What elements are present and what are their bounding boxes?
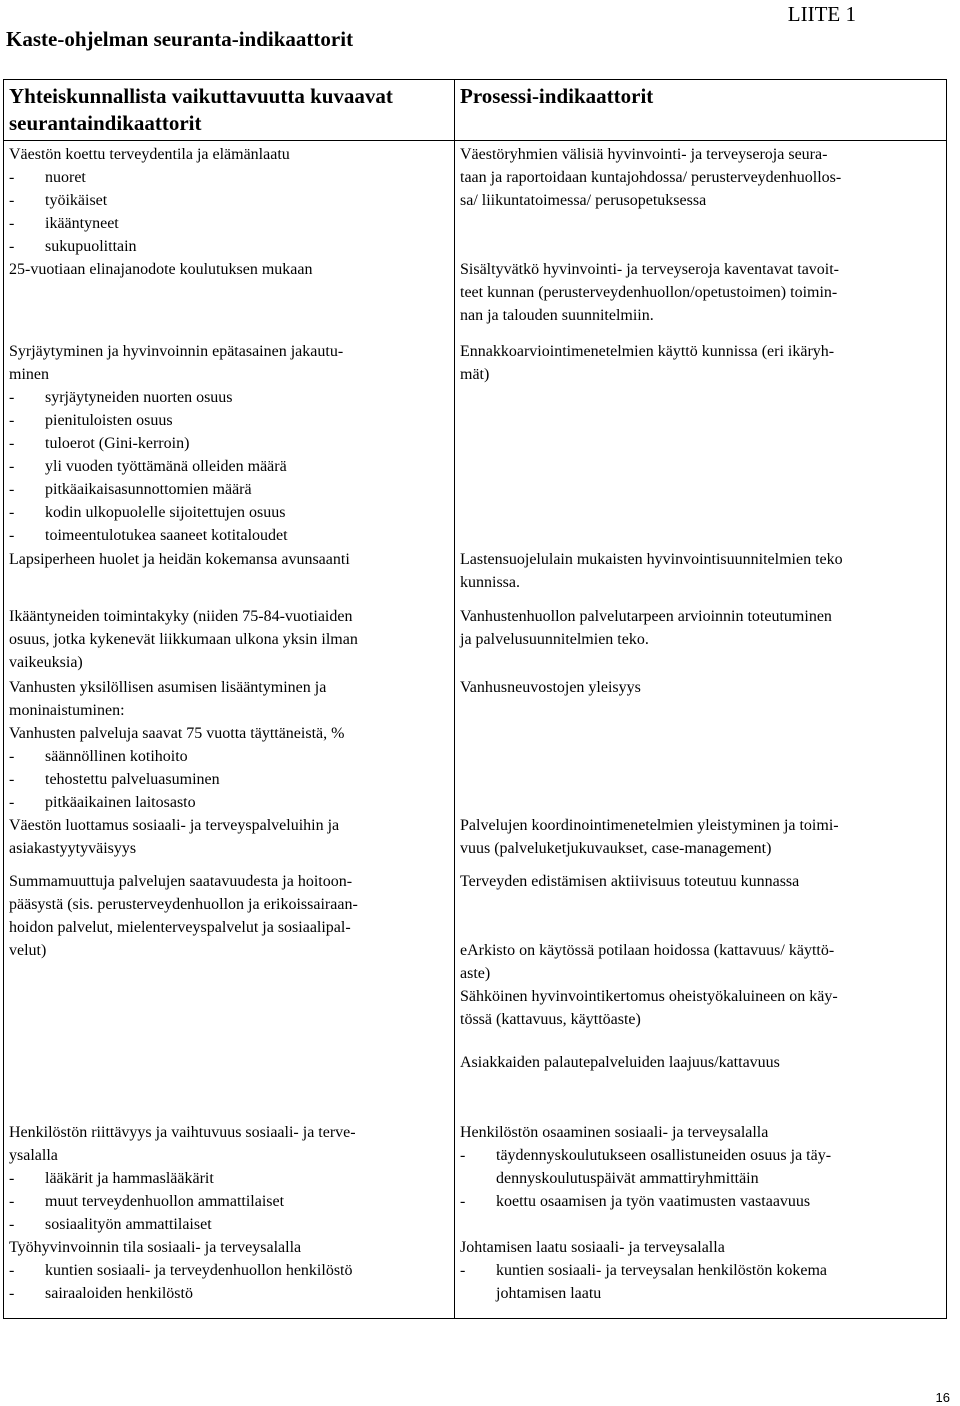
left-column-header <box>4 80 455 141</box>
table-row <box>4 1113 947 1318</box>
right-column-header <box>455 80 947 141</box>
cell-line: 25-vuotiaan elinajanodote koulutuksen mukaan <box>9 261 313 278</box>
table-row <box>4 870 947 1113</box>
right-cell <box>455 1113 947 1318</box>
attachment-label: LIITE 1 <box>787 2 856 26</box>
cell-line: minen <box>9 366 49 383</box>
cell-line: sa/ liikuntatoimessa/ perusopetuksessa <box>460 192 707 209</box>
cell-line: Vanhusten yksilöllisen asumisen lisääntyminen ja <box>9 679 327 696</box>
table-row <box>4 548 947 605</box>
list-item: - koettu osaamisen ja työn vaatimusten vastaavuus <box>460 1193 811 1210</box>
cell-line: aste) <box>460 965 491 982</box>
indicator-table <box>3 79 947 1319</box>
cell-line: Sisältyvätkö hyvinvointi- ja terveyseroja kaventavat tavoit- <box>460 261 840 278</box>
table-header-row <box>4 80 947 141</box>
left-cell <box>4 258 455 340</box>
list-item: - muut terveydenhuollon ammattilaiset <box>9 1193 285 1210</box>
right-cell <box>455 605 947 676</box>
list-item: - yli vuoden työttämänä olleiden määrä <box>9 458 287 475</box>
list-item: - sukupuolittain <box>9 238 137 255</box>
table-row <box>4 676 947 814</box>
right-cell <box>455 548 947 605</box>
table-row <box>4 258 947 340</box>
right-cell <box>455 870 947 1113</box>
cell-line: osuus, jotka kykenevät liikkumaan ulkona yksin ilman <box>9 631 358 648</box>
cell-line: Henkilöstön riittävyys ja vaihtuvuus sosiaali- ja terve- <box>9 1124 356 1141</box>
cell-line: vuus (palveluketjukuvaukset, case-management) <box>460 840 772 857</box>
list-item: - sosiaalityön ammattilaiset <box>9 1216 212 1233</box>
list-item: - täydennyskoulutukseen osallistuneiden osuus ja täy- dennyskoulutuspäivät ammattiryhmittäin <box>460 1147 832 1187</box>
document-title: Kaste-ohjelman seuranta-indikaattorit <box>6 27 354 51</box>
cell-line: moninaistuminen: <box>9 702 125 719</box>
right-cell <box>455 141 947 259</box>
cell-line: vaikeuksia) <box>9 654 83 671</box>
right-cell <box>455 676 947 814</box>
cell-line: Terveyden edistämisen aktiivisuus toteutuu kunnassa <box>460 873 800 890</box>
list-item: - toimeentulotukea saaneet kotitaloudet <box>9 527 288 544</box>
cell-line: Henkilöstön osaaminen sosiaali- ja terveysalalla <box>460 1124 769 1141</box>
left-cell <box>4 605 455 676</box>
left-cell <box>4 340 455 548</box>
left-cell <box>4 870 455 1113</box>
cell-line: Vanhusneuvostojen yleisyys <box>460 679 641 696</box>
right-cell <box>455 258 947 340</box>
cell-line: Ikääntyneiden toimintakyky (niiden 75-84-vuotiaiden <box>9 608 353 625</box>
left-cell <box>4 676 455 814</box>
header-line: seurantaindikaattorit <box>9 111 202 135</box>
cell-line: kunnissa. <box>460 574 520 591</box>
right-cell <box>455 814 947 870</box>
list-item: - kuntien sosiaali- ja terveydenhuollon henkilöstö <box>9 1262 353 1279</box>
cell-line: eArkisto on käytössä potilaan hoidossa (kattavuus/ käyttö- <box>460 942 835 959</box>
list-item: - työikäiset <box>9 192 108 209</box>
list-item: - nuoret <box>9 169 86 186</box>
list-item: - sairaaloiden henkilöstö <box>9 1285 193 1302</box>
list-item: - tehostettu palveluasuminen <box>9 771 220 788</box>
left-cell <box>4 548 455 605</box>
list-item: - syrjäytyneiden nuorten osuus <box>9 389 233 406</box>
cell-line: Väestön luottamus sosiaali- ja terveyspalveluihin ja <box>9 817 340 834</box>
cell-line: Väestöryhmien välisiä hyvinvointi- ja terveyseroja seura- <box>460 146 828 163</box>
list-item: - ikääntyneet <box>9 215 119 232</box>
cell-line: mät) <box>460 366 490 383</box>
cell-line: pääsystä (sis. perusterveydenhuollon ja erikoissairaan- <box>9 896 358 913</box>
cell-line: teet kunnan (perusterveydenhuollon/opetustoimen) toimin- <box>460 284 838 301</box>
list-item: - pitkäaikaisasunnottomien määrä <box>9 481 252 498</box>
left-cell <box>4 141 455 259</box>
cell-line: ysalalla <box>9 1147 58 1164</box>
table-row <box>4 605 947 676</box>
left-cell <box>4 1113 455 1318</box>
cell-line: Asiakkaiden palautepalveluiden laajuus/kattavuus <box>460 1054 780 1071</box>
left-cell <box>4 814 455 870</box>
cell-line: tössä (kattavuus, käyttöaste) <box>460 1011 641 1028</box>
cell-line: Ennakkoarviointimenetelmien käyttö kunnissa (eri ikäryh- <box>460 343 835 360</box>
cell-line: Väestön koettu terveydentila ja elämänlaatu <box>9 146 290 163</box>
list-item: - pitkäaikainen laitosasto <box>9 794 196 811</box>
cell-line: Työhyvinvoinnin tila sosiaali- ja terveysalalla <box>9 1239 302 1256</box>
header-line: Prosessi-indikaattorit <box>460 84 654 108</box>
cell-line: Johtamisen laatu sosiaali- ja terveysalalla <box>460 1239 725 1256</box>
cell-line: hoidon palvelut, mielenterveyspalvelut ja sosiaalipal- <box>9 919 351 936</box>
cell-line: Vanhusten palveluja saavat 75 vuotta täyttäneistä, % <box>9 725 345 742</box>
cell-line: taan ja raportoidaan kuntajohdossa/ perusterveydenhuollos- <box>460 169 842 186</box>
cell-line: Summamuuttuja palvelujen saatavuudesta ja hoitoon- <box>9 873 353 890</box>
table-row <box>4 141 947 259</box>
cell-line: velut) <box>9 942 47 959</box>
cell-line: Lapsiperheen huolet ja heidän kokemansa avunsaanti <box>9 551 350 568</box>
list-item: - tuloerot (Gini-kerroin) <box>9 435 190 452</box>
list-item: - pienituloisten osuus <box>9 412 173 429</box>
header-line: Yhteiskunnallista vaikuttavuutta kuvaavat <box>9 84 393 108</box>
cell-line: asiakastyytyväisyys <box>9 840 137 857</box>
table-row <box>4 340 947 548</box>
list-item: - lääkärit ja hammaslääkärit <box>9 1170 214 1187</box>
right-cell <box>455 340 947 548</box>
cell-line: Lastensuojelulain mukaisten hyvinvointisuunnitelmien teko <box>460 551 843 568</box>
cell-line: Syrjäytyminen ja hyvinvoinnin epätasainen jakautu- <box>9 343 344 360</box>
cell-line: Palvelujen koordinointimenetelmien yleistyminen ja toimi- <box>460 817 839 834</box>
cell-line: Sähköinen hyvinvointikertomus oheistyökaluineen on käy- <box>460 988 838 1005</box>
cell-line: ja palvelusuunnitelmien teko. <box>460 631 649 648</box>
list-item: - kodin ulkopuolelle sijoitettujen osuus <box>9 504 286 521</box>
table-row <box>4 814 947 870</box>
cell-line: nan ja talouden suunnitelmiin. <box>460 307 654 324</box>
list-item: - säännöllinen kotihoito <box>9 748 188 765</box>
cell-line: Vanhustenhuollon palvelutarpeen arvioinnin toteutuminen <box>460 608 832 625</box>
list-item: - kuntien sosiaali- ja terveysalan henkilöstön kokema johtamisen laatu <box>460 1262 828 1302</box>
page-number: 16 <box>935 1390 950 1405</box>
